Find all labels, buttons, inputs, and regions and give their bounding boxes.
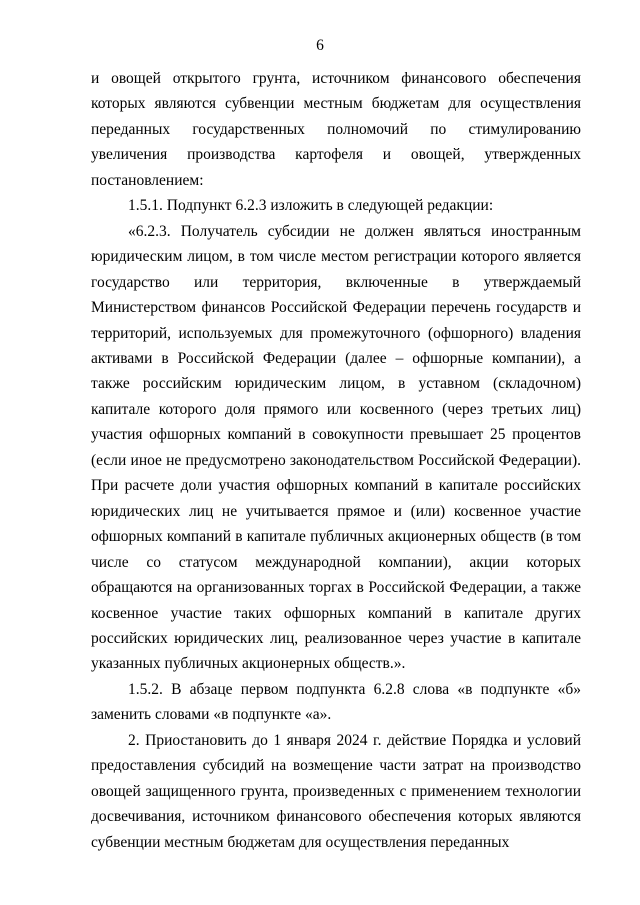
paragraph-2: 2. Приостановить до 1 января 2024 г. действие Порядка и условий предоставления субсидий на возмещение части затрат на производство овощей защищенного грунта, произведенных с применением технологии досвечивания, источником финансового обеспечения которых являются субвенции местным бюджетам для осуществления переданных (91, 731, 581, 851)
paragraph-1-5-1: 1.5.1. Подпункт 6.2.3 изложить в следующей редакции: (128, 197, 494, 215)
document-body (91, 66, 581, 855)
paragraph-continuation: и овощей открытого грунта, источником финансового обеспечения которых являются субвенции местным бюджетам для осуществления переданных государственных полномочий по стимулированию увеличения производства картофеля и овощей, утвержденных постановлением: (91, 70, 581, 189)
paragraph-1-5-2: 1.5.2. В абзаце первом подпункта 6.2.8 слова «в подпункте «б» заменить словами «в подпункте «а». (91, 680, 581, 724)
page-number: 6 (316, 37, 324, 54)
paragraph-6-2-3: «6.2.3. Получатель субсидии не должен являться иностранным юридическим лицом, в том числе местом регистрации которого является государство или территория, включенные в утверждаемый Министерством финансов Российской Федерации перечень государств и территорий, используемых для промежуточного (офшорного) владения активами в Российской Федерации (далее – офшорные компании), а также российским юридическим лицом, в уставном (складочном) капитале которого доля прямого или косвенного (через третьих лиц) участия офшорных компаний в совокупности превышает 25 процентов (если иное не предусмотрено законодательством Российской Федерации). При расчете доли участия офшорных компаний в капитале российских юридических лиц не учитывается прямое и (или) косвенное участие офшорных компаний в капитале публичных акционерных обществ (в том числе со статусом международной компании), акции которых обращаются на организованных торгах в Российской Федерации, а также косвенное участие таких офшорных компаний в капитале других российских юридических лиц, реализованное через участие в капитале указанных публичных акционерных обществ.». (91, 222, 581, 673)
